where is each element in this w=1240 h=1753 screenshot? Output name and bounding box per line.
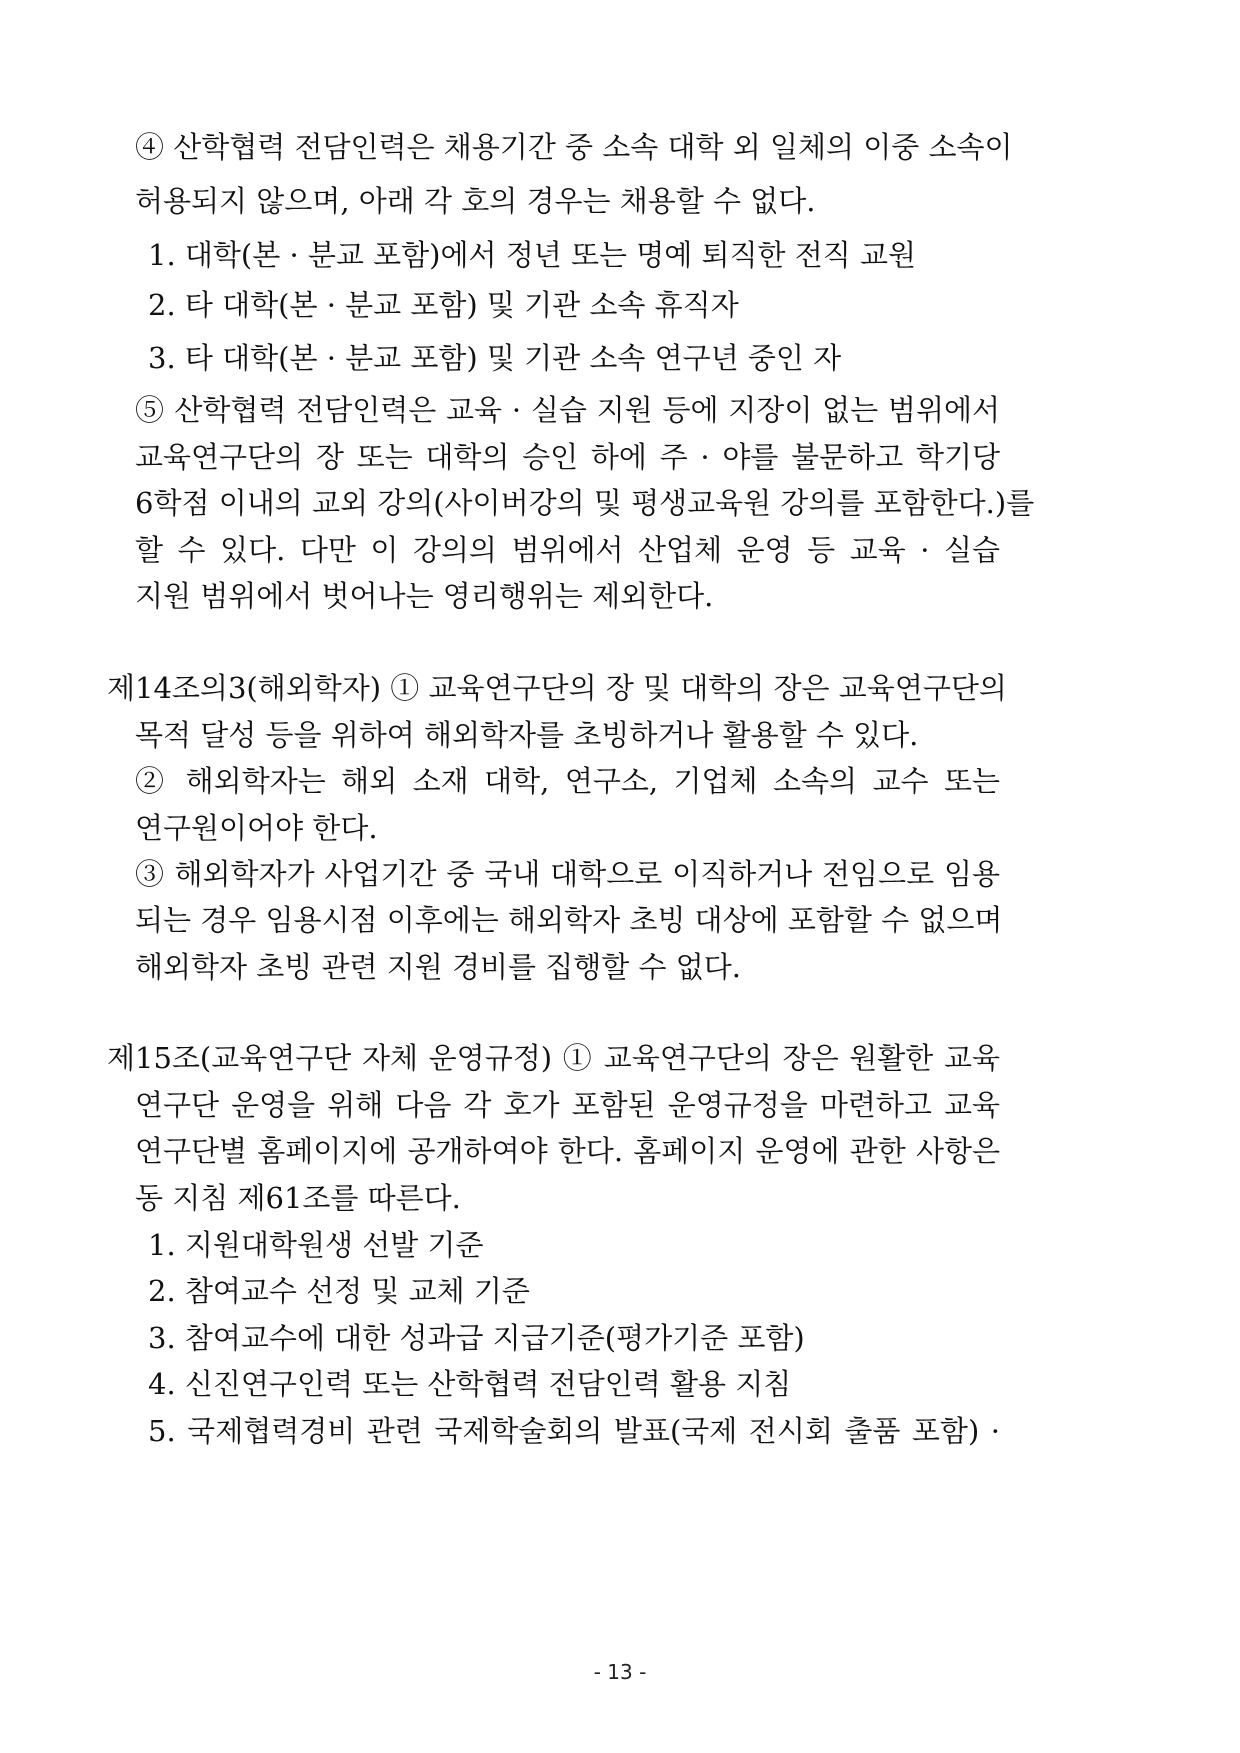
text-line: 허용되지 않으며, 아래 각 호의 경우는 채용할 수 없다.: [135, 184, 816, 218]
list-item: 2. 참여교수 선정 및 교체 기준: [148, 1274, 530, 1308]
text-line: 할 수 있다. 다만 이 강의의 범위에서 산업체 운영 등 교육 · 실습: [135, 533, 1000, 567]
page-number: - 13 -: [593, 1660, 647, 1684]
article-heading-15: 제15조(교육연구단 자체 운영규정) ① 교육연구단의 장은 원활한 교육: [107, 1041, 1000, 1075]
list-item: 3. 타 대학(본 · 분교 포함) 및 기관 소속 연구년 중인 자: [148, 341, 842, 375]
list-item: 4. 신진연구인력 또는 산학협력 전담인력 활용 지침: [148, 1367, 792, 1401]
text-line: 연구원이어야 한다.: [135, 811, 378, 845]
text-line: 동 지침 제61조를 따른다.: [135, 1181, 461, 1215]
text-line: 교육연구단의 장 또는 대학의 승인 하에 주 · 야를 불문하고 학기당: [135, 440, 1000, 474]
text-line: 지원 범위에서 벗어나는 영리행위는 제외한다.: [135, 579, 714, 613]
list-item: 5. 국제협력경비 관련 국제학술회의 발표(국제 전시회 출품 포함) ·: [148, 1414, 1000, 1448]
text-line: 되는 경우 임용시점 이후에는 해외학자 초빙 대상에 포함할 수 없으며: [135, 903, 1003, 937]
text-line: 연구단별 홈페이지에 공개하여야 한다. 홈페이지 운영에 관한 사항은: [135, 1134, 1000, 1168]
list-item: 1. 대학(본 · 분교 포함)에서 정년 또는 명예 퇴직한 전직 교원: [148, 238, 917, 272]
text-line: ⑤ 산학협력 전담인력은 교육 · 실습 지원 등에 지장이 없는 범위에서: [135, 393, 1000, 427]
text-line: 해외학자 초빙 관련 지원 경비를 집행할 수 없다.: [135, 950, 742, 984]
text-line: 연구단 운영을 위해 다음 각 호가 포함된 운영규정을 마련하고 교육: [135, 1088, 1000, 1122]
text-line: 6학점 이내의 교외 강의(사이버강의 및 평생교육원 강의를 포함한다.)를: [135, 486, 1035, 520]
text-line: 목적 달성 등을 위하여 해외학자를 초빙하거나 활용할 수 있다.: [135, 718, 919, 752]
text-line: ② 해외학자는 해외 소재 대학, 연구소, 기업체 소속의 교수 또는: [135, 764, 1000, 798]
list-item: 1. 지원대학원생 선발 기준: [148, 1228, 484, 1262]
list-item: 3. 참여교수에 대한 성과급 지급기준(평가기준 포함): [148, 1321, 805, 1355]
text-line: ③ 해외학자가 사업기간 중 국내 대학으로 이직하거나 전임으로 임용: [135, 857, 1000, 891]
list-item: 2. 타 대학(본 · 분교 포함) 및 기관 소속 휴직자: [148, 288, 739, 322]
text-line: ④ 산학협력 전담인력은 채용기간 중 소속 대학 외 일체의 이중 소속이: [135, 130, 1013, 164]
article-heading-14-3: 제14조의3(해외학자) ① 교육연구단의 장 및 대학의 장은 교육연구단의: [107, 671, 1007, 705]
